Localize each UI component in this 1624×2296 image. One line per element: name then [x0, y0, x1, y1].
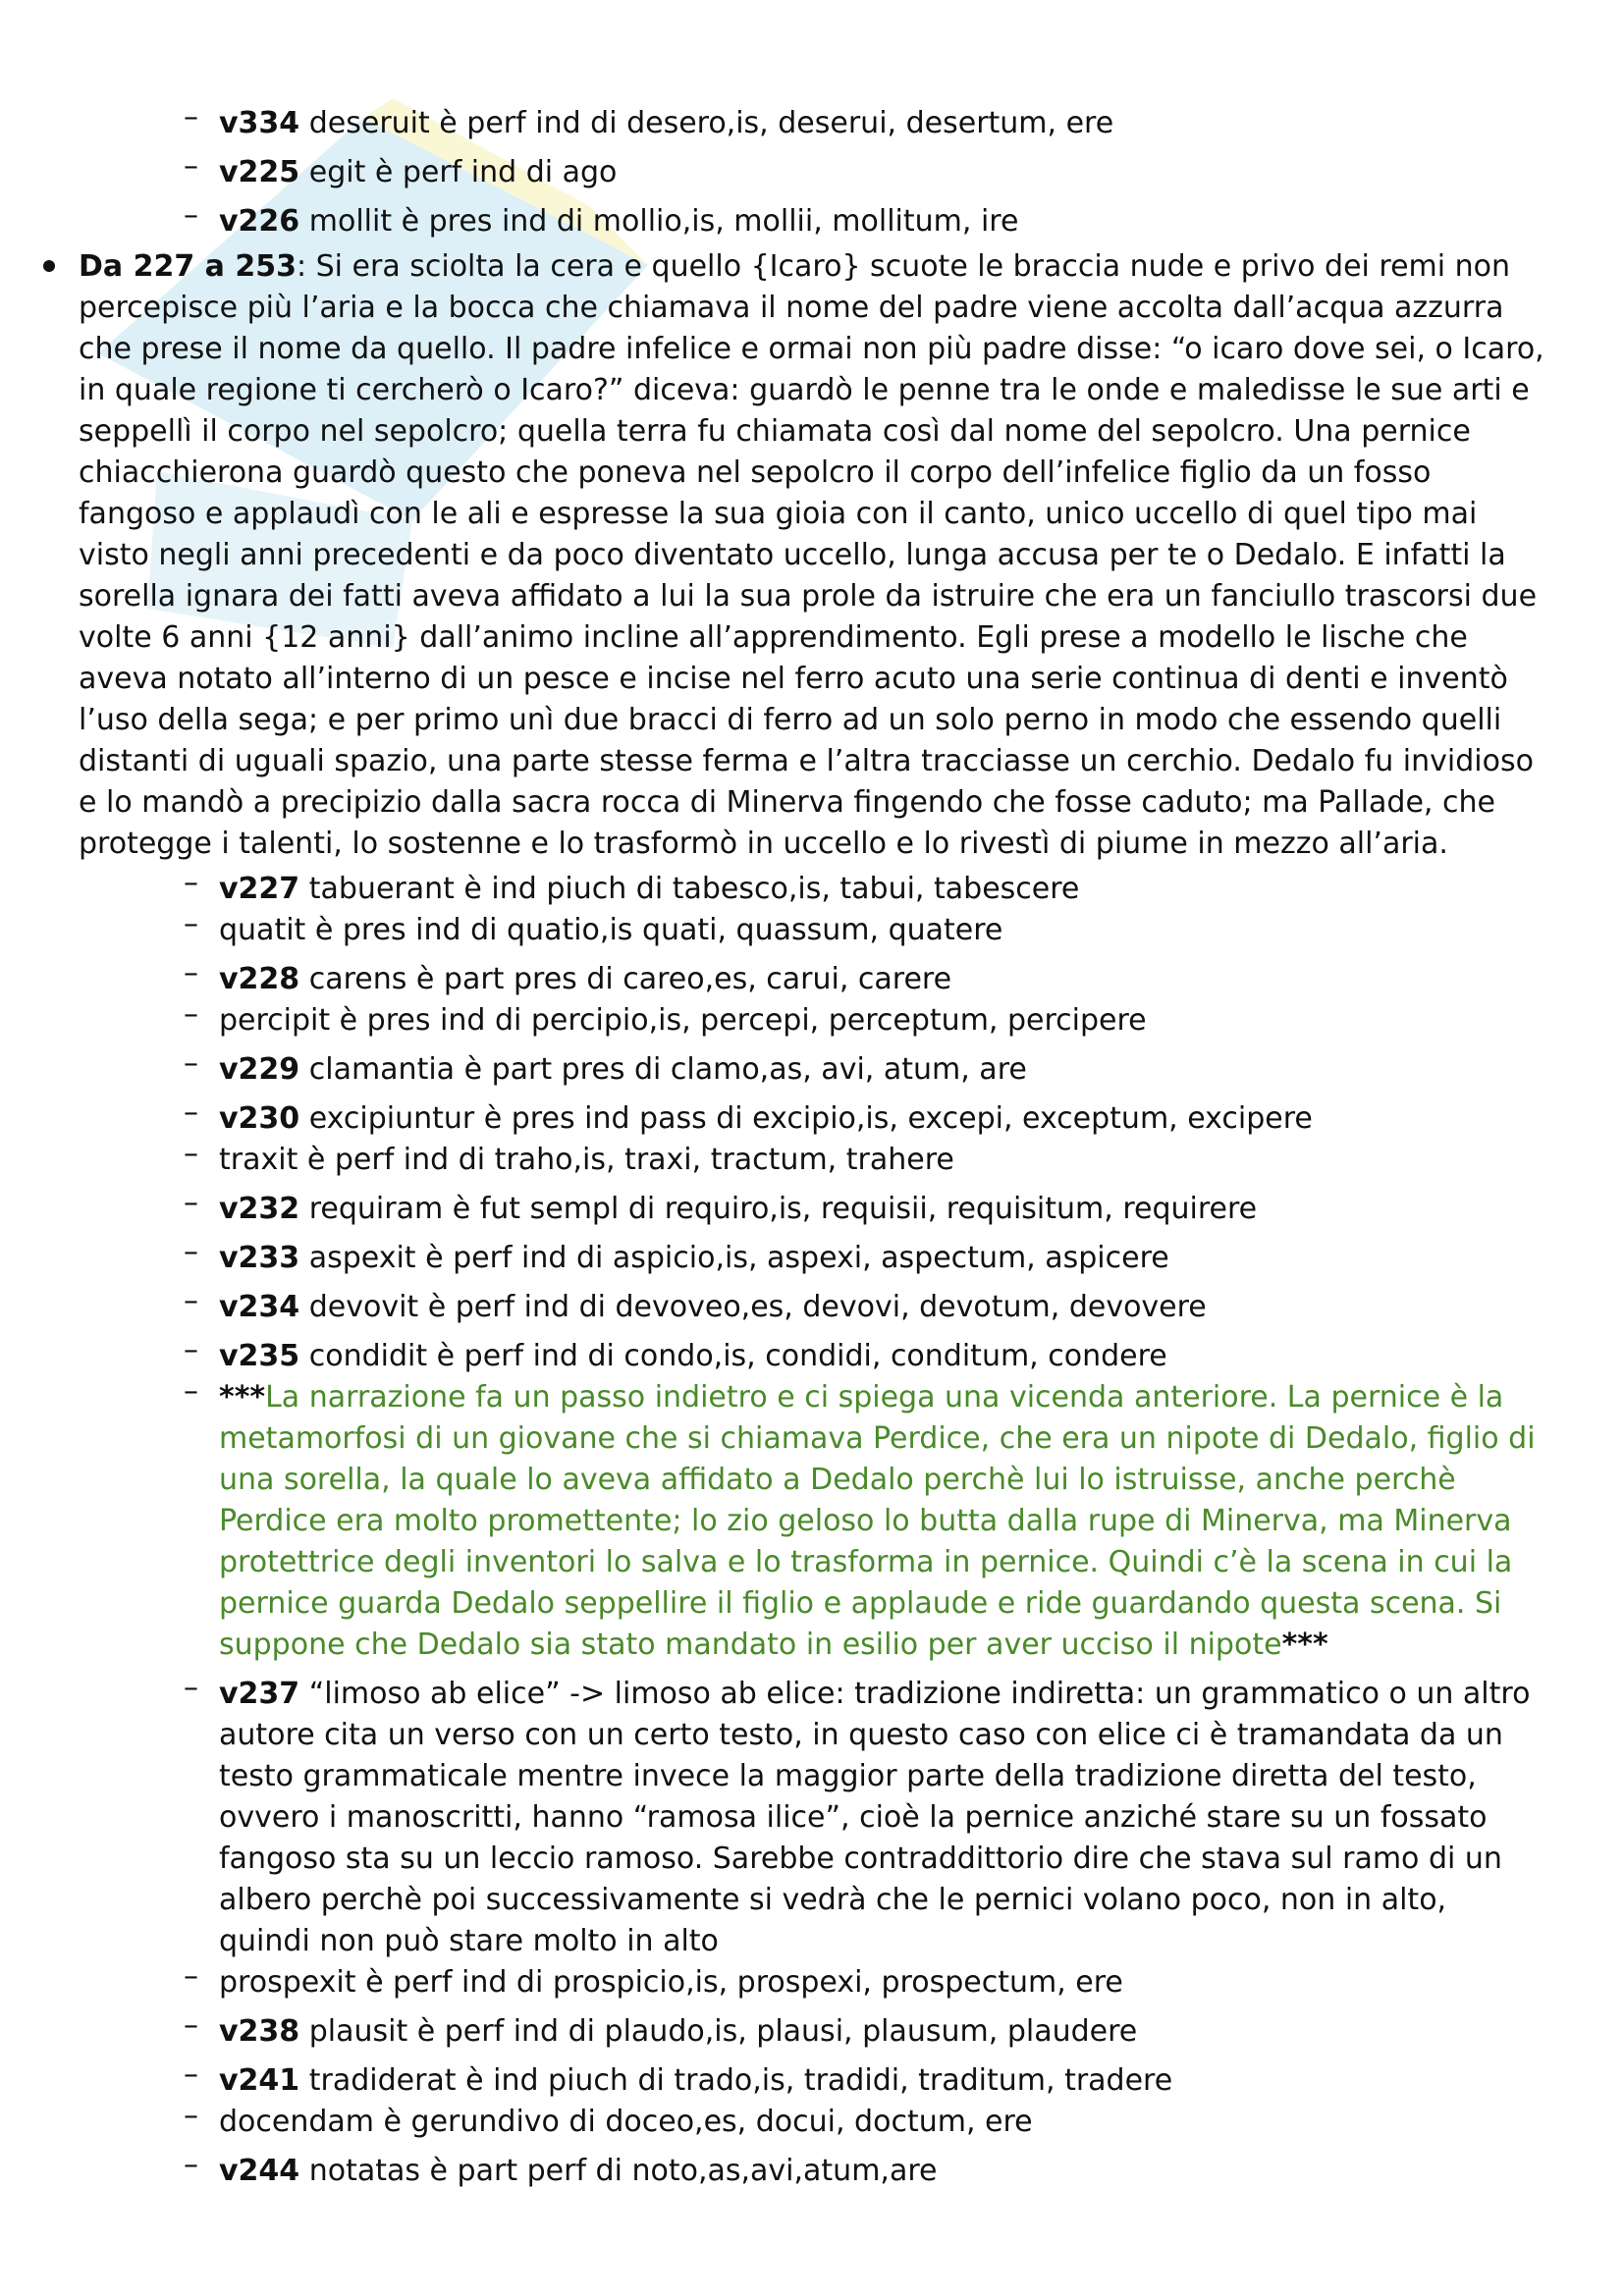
bullet-icon: [43, 260, 55, 272]
item-text: excipiuntur è pres ind pass di excipio,is, excepi, exceptum, excipere: [308, 1101, 1313, 1136]
list-item: – docendam è gerundivo di doceo,es, docui, doctum, ere: [184, 2099, 1033, 2139]
list-item: – v241 tradiderat è ind piuch di trado,is, tradidi, traditum, tradere: [184, 2057, 1173, 2098]
list-item: – v225 egit è perf ind di ago: [184, 149, 618, 189]
item-text: notatas è part perf di noto,as,avi,atum,are: [308, 2154, 938, 2188]
item-text: aspexit è perf ind di aspicio,is, aspexi, aspectum, aspicere: [308, 1241, 1169, 1275]
verse-number: v232: [219, 1192, 300, 1226]
item-text: traxit è perf ind di traho,is, traxi, tractum, trahere: [219, 1143, 954, 1177]
list-item: – percipit è pres ind di percipio,is, percepi, perceptum, percipere: [184, 997, 1147, 1038]
verse-number: v237: [219, 1677, 300, 1711]
item-text: egit è perf ind di ago: [308, 155, 618, 189]
item-text: tabuerant è ind piuch di tabesco,is, tabui, tabescere: [308, 872, 1080, 906]
item-text: deseruit è perf ind di desero,is, deserui, desertum, ere: [308, 106, 1114, 140]
item-text: mollit è pres ind di mollio,is, mollii, mollitum, ire: [308, 204, 1019, 239]
top-list: [0, 100, 1624, 242]
verse-number: v241: [219, 2063, 300, 2098]
list-item: – prospexit è perf ind di prospicio,is, prospexi, prospectum, ere: [184, 1959, 1123, 2000]
item-text: tradiderat è ind piuch di trado,is, tradidi, traditum, tradere: [308, 2063, 1173, 2098]
item-text: requiram è fut sempl di requiro,is, requisii, requisitum, requirere: [308, 1192, 1258, 1226]
verse-number: v228: [219, 962, 300, 996]
verse-number: v230: [219, 1101, 300, 1136]
item-text: devovit è perf ind di devoveo,es, devovi, devotum, devovere: [308, 1290, 1207, 1324]
list-item: – v334 deseruit è perf ind di desero,is, deserui, desertum, ere: [184, 100, 1114, 140]
list-item: – v228 carens è part pres di careo,es, carui, carere: [184, 956, 952, 996]
list-item: – v229 clamantia è part pres di clamo,as, avi, atum, are: [184, 1046, 1027, 1087]
verse-number: v235: [219, 1339, 300, 1373]
verb-list: [0, 866, 1624, 2192]
verse-number: v234: [219, 1290, 300, 1324]
item-text: “limoso ab elice” -> limoso ab elice: tradizione indiretta: un grammatico o un altro autore cita un verso con un certo testo, in questo caso con elice ci è tramandata da un testo grammaticale mentre invece la maggior parte della tradizione diretta del testo, ovvero i manoscritti, hanno “ramosa ilice”, cioè la pernice anziché stare su un fossato fangoso sta su un leccio ramoso. Sarebbe contraddittorio dire che stava sul ramo di un albero perchè poi successivamente si vedrà che le pernici volano poco, non in alto, quindi non può stare molto in alto: [219, 1677, 1531, 1958]
verse-number: v225: [219, 155, 300, 189]
verse-number: v226: [219, 204, 300, 239]
verse-number: v244: [219, 2154, 300, 2188]
item-text: carens è part pres di careo,es, carui, carere: [308, 962, 952, 996]
list-item: – quatit è pres ind di quatio,is quati, quassum, quatere: [184, 907, 1003, 947]
note-text: La narrazione fa un passo indietro e ci spiega una vicenda anteriore. La pernice è la metamorfosi di un giovane che si chiamava Perdice, che era un nipote di Dedalo, figlio di una sorella, la quale lo aveva affidato a Dedalo perchè lui lo istruisse, anche perchè Perdice era molto promettente; lo zio geloso lo butta dalla rupe di Minerva, ma Minerva protettrice degli inventori lo salva e lo trasforma in pernice. Quindi c’è la scena in cui la pernice guarda Dedalo seppellire il figlio e applaude e ride guardando questa scena. Si suppone che Dedalo sia stato mandato in esilio per aver ucciso il nipote: [219, 1380, 1536, 1662]
verse-number: v229: [219, 1052, 300, 1087]
list-item: – traxit è perf ind di traho,is, traxi, tractum, trahere: [184, 1137, 954, 1177]
list-item: – v234 devovit è perf ind di devoveo,es, devovi, devotum, devovere: [184, 1284, 1207, 1324]
list-item: – v237 “limoso ab elice” -> limoso ab elice: tradizione indiretta: un grammatico o un altro autore cita un verso con un certo testo, in questo caso con elice ci è tramandata da un testo grammaticale mentre invece la maggior parte della tradizione diretta del testo, ovvero i manoscritti, hanno “ramosa ilice”, cioè la pernice anziché stare su un fossato fangoso sta su un leccio ramoso. Sarebbe contraddittorio dire che stava sul ramo di un albero perchè poi successivamente si vedrà che le pernici volano poco, non in alto, quindi non può stare molto in alto: [184, 1671, 1531, 1958]
item-text: quatit è pres ind di quatio,is quati, quassum, quatere: [219, 913, 1003, 947]
item-text: prospexit è perf ind di prospicio,is, prospexi, prospectum, ere: [219, 1965, 1123, 2000]
note-open-marker: ***: [219, 1380, 266, 1415]
item-text: plausit è perf ind di plaudo,is, plausi, plausum, plaudere: [308, 2014, 1138, 2049]
note-close-marker: ***: [1281, 1628, 1328, 1662]
item-text: clamantia è part pres di clamo,as, avi, atum, are: [308, 1052, 1027, 1087]
list-item: – v238 plausit è perf ind di plaudo,is, plausi, plausum, plaudere: [184, 2008, 1138, 2049]
commentary-note: – ***La narrazione fa un passo indietro e ci spiega una vicenda anteriore. La pernice è la metamorfosi di un giovane che si chiamava Perdice, che era un nipote di Dedalo, figlio di una sorella, la quale lo aveva affidato a Dedalo perchè lui lo istruisse, anche perchè Perdice era molto promettente; lo zio geloso lo butta dalla rupe di Minerva, ma Minerva protettrice degli inventori lo salva e lo trasforma in pernice. Quindi c’è la scena in cui la pernice guarda Dedalo seppellire il figlio e applaude e ride guardando questa scena. Si suppone che Dedalo sia stato mandato in esilio per aver ucciso il nipote***: [184, 1374, 1536, 1662]
verse-number: v227: [219, 872, 300, 906]
item-text: docendam è gerundivo di doceo,es, docui, doctum, ere: [219, 2105, 1033, 2139]
paragraph-text: : Si era sciolta la cera e quello {Icaro} scuote le braccia nude e privo dei remi non percepisce più l’aria e la bocca che chiamava il nome del padre viene accolta dall’acqua azzurra che prese il nome da quello. Il padre infelice e ormai non più padre disse: “o icaro dove sei, o Icaro, in quale regione ti cercherò o Icaro?” diceva: guardò le penne tra le onde e maledisse le sue arti e seppellì il corpo nel sepolcro; quella terra fu chiamata così dal nome del sepolcro. Una pernice chiacchierona guardò questo che poneva nel sepolcro il corpo dell’infelice figlio da un fosso fangoso e applaudì con le ali e espresse la sua gioia con il canto, unico uccello di quel tipo mai visto negli anni precedenti e da poco diventato uccello, lunga accusa per te o Dedalo. E infatti la sorella ignara dei fatti aveva affidato a lui la sua prole da istruire che era un fanciullo trascorsi due volte 6 anni {12 anni} dall’animo incline all’apprendimento. Egli prese a modello le lische che aveva notato all’interno di un pesce e incise nel ferro acuto una serie continua di denti e inventò l’uso della sega; e per primo unì due bracci di ferro ad un solo perno in modo che essendo quelli distanti di uguali spazio, una parte stesse ferma e l’altra tracciasse un cerchio. Dedalo fu invidioso e lo mandò a precipizio dalla sacra rocca di Minerva fingendo che fosse caduto; ma Pallade, che protegge i talenti, lo sostenne e lo trasformò in uccello e lo rivestì di piume in mezzo all’aria.: [79, 249, 1544, 861]
list-item: – v235 condidit è perf ind di condo,is, condidi, conditum, condere: [184, 1333, 1167, 1373]
item-text: condidit è perf ind di condo,is, condidi, conditum, condere: [308, 1339, 1167, 1373]
list-item: – v230 excipiuntur è pres ind pass di excipio,is, excepi, exceptum, excipere: [184, 1095, 1313, 1136]
paragraph-heading: Da 227 a 253: [79, 249, 297, 284]
list-item: – v233 aspexit è perf ind di aspicio,is, aspexi, aspectum, aspicere: [184, 1235, 1169, 1275]
verse-number: v238: [219, 2014, 300, 2049]
verse-number: v334: [219, 106, 300, 140]
list-item: – v232 requiram è fut sempl di requiro,is, requisii, requisitum, requirere: [184, 1186, 1258, 1226]
list-item: – v226 mollit è pres ind di mollio,is, mollii, mollitum, ire: [184, 198, 1019, 239]
list-item: – v244 notatas è part perf di noto,as,avi,atum,are: [184, 2148, 938, 2188]
list-item: – v227 tabuerant è ind piuch di tabesco,is, tabui, tabescere: [184, 866, 1080, 906]
verse-number: v233: [219, 1241, 300, 1275]
translation-paragraph: [0, 246, 1624, 865]
item-text: percipit è pres ind di percipio,is, percepi, perceptum, percipere: [219, 1003, 1147, 1038]
